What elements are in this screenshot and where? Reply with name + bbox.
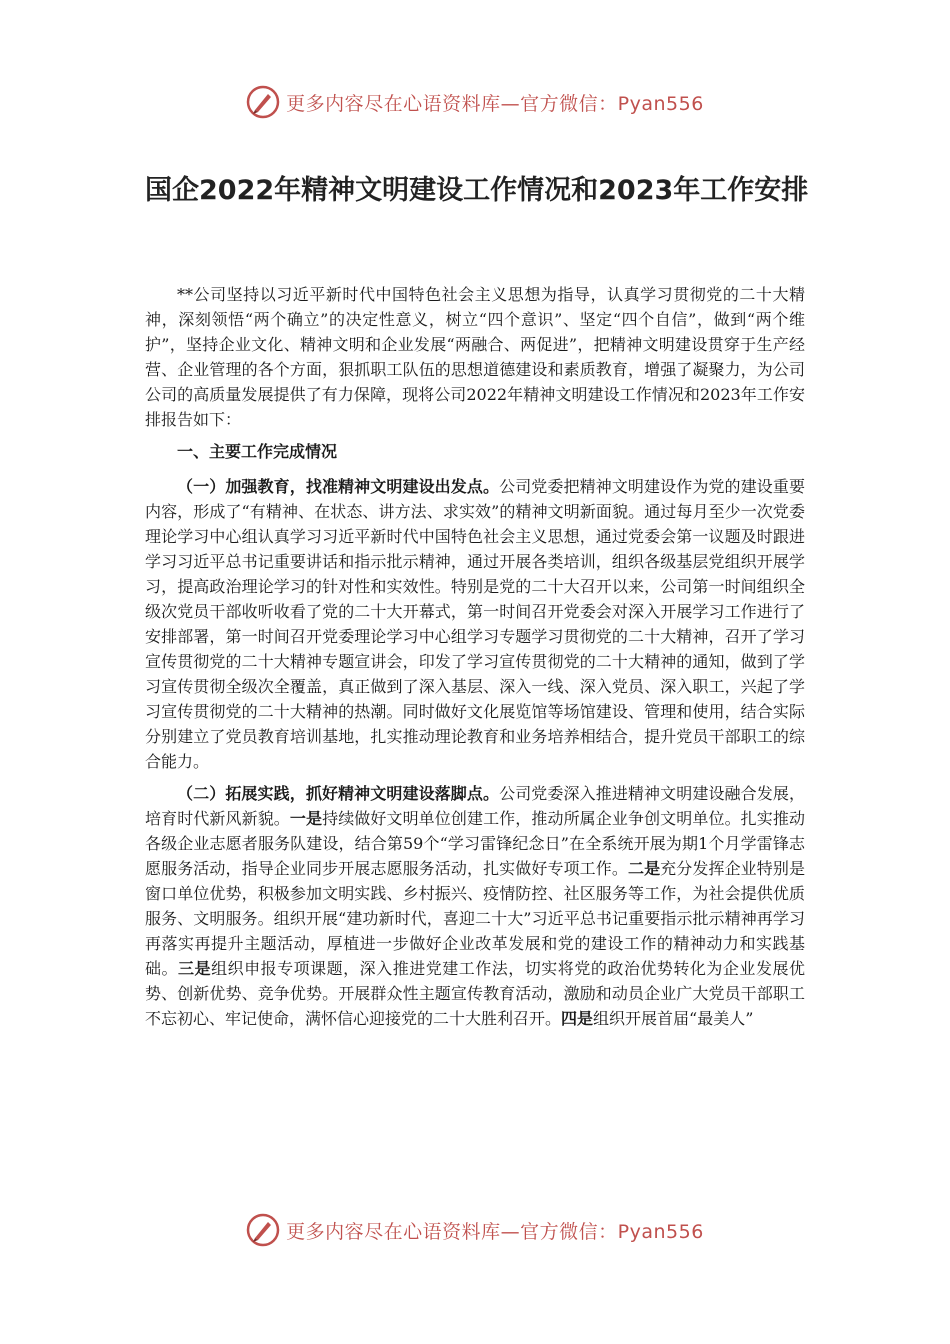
banner-text: 更多内容尽在心语资料库—官方微信：Pyan556 bbox=[286, 1220, 704, 1243]
item-marker: 四是 bbox=[561, 1009, 594, 1028]
header-watermark-banner bbox=[0, 82, 950, 122]
pen-logo-icon bbox=[246, 85, 280, 119]
paragraph-text: 充分发挥企业特别是窗口单位优势，积极参加文明实践、乡村振兴、疫情防控、社区服务等工作，为社会提供优质服务、文明服务。组织开展“建功新时代，喜迎二十大”习近平总书记重要指示批示精神再学习再落实再提升主题活动，厚植进一步做好企业改革发展和党的建设工作的精神动力和实践基础。 bbox=[145, 859, 805, 978]
pen-logo-icon bbox=[246, 1213, 280, 1247]
item-marker: 一是 bbox=[289, 809, 323, 828]
paragraph-practice bbox=[145, 781, 805, 1031]
banner-text: 更多内容尽在心语资料库—官方微信：Pyan556 bbox=[286, 92, 704, 115]
paragraph-text: 组织开展首届“最美人” bbox=[593, 1009, 754, 1028]
document-body bbox=[145, 282, 805, 1038]
footer-watermark-banner bbox=[0, 1210, 950, 1250]
paragraph-lead: （二）拓展实践，抓好精神文明建设落脚点。 bbox=[177, 784, 500, 803]
paragraph-text: 公司党委把精神文明建设作为党的建设重要内容，形成了“有精神、在状态、讲方法、求实效”的精神文明新面貌。通过每月至少一次党委理论学习中心组认真学习习近平新时代中国特色社会主义思想，通过党委会第一议题及时跟进学习习近平总书记重要讲话和指示批示精神，通过开展各类培训，组织各级基层党组织开展学习，提高政治理论学习的针对性和实效性。特别是党的二十大召开以来，公司第一时间组织全级次党员干部收听收看了党的二十大开幕式，第一时间召开党委会对深入开展学习工作进行了安排部署，第一时间召开党委理论学习中心组学习专题学习贯彻党的二十大精神，召开了学习宣传贯彻党的二十大精神专题宣讲会，印发了学习宣传贯彻党的二十大精神的通知，做到了学习宣传贯彻全级次全覆盖，真正做到了深入基层、深入一线、深入党员、深入职工，兴起了学习宣传贯彻党的二十大精神的热潮。同时做好文化展览馆等场馆建设、管理和使用，结合实际分别建立了党员教育培训基地，扎实推动理论教育和业务培养相结合，提升党员干部职工的综合能力。 bbox=[145, 477, 805, 771]
section-heading: 一、主要工作完成情况 bbox=[177, 442, 338, 461]
intro-paragraph: **公司坚持以习近平新时代中国特色社会主义思想为指导，认真学习贯彻党的二十大精神，深刻领悟“两个确立”的决定性意义，树立“四个意识”、坚定“四个自信”，做到“两个维护”，坚持企业文化、精神文明和企业发展“两融合、两促进”，把精神文明建设贯穿于生产经营、企业管理的各个方面，狠抓职工队伍的思想道德建设和素质教育，增强了凝聚力，为公司公司的高质量发展提供了有力保障，现将公司2022年精神文明建设工作情况和2023年工作安排报告如下： bbox=[145, 285, 805, 429]
paragraph-text: 组织申报专项课题，深入推进党建工作法，切实将党的政治优势转化为企业发展优势、创新优势、竞争优势。开展群众性主题宣传教育活动，激励和动员企业广大党员干部职工不忘初心、牢记使命，满怀信心迎接党的二十大胜利召开。 bbox=[145, 959, 805, 1028]
paragraph-education bbox=[145, 474, 805, 774]
document-title: 国企2022年精神文明建设工作情况和2023年工作安排 bbox=[145, 175, 809, 206]
paragraph-text: 公司党委深入推进精神文明建设融合发展，培育时代新风新貌。 bbox=[145, 784, 805, 828]
paragraph-lead: （一）加强教育，找准精神文明建设出发点。 bbox=[177, 477, 500, 496]
paragraph-text: 持续做好文明单位创建工作，推动所属企业争创文明单位。扎实推动各级企业志愿者服务队建设，结合第59个“学习雷锋纪念日”在全系统开展为期1个月学雷锋志愿服务活动，指导企业同步开展志愿服务活动，扎实做好专项工作。 bbox=[145, 809, 805, 878]
item-marker: 二是 bbox=[627, 859, 661, 878]
item-marker: 三是 bbox=[178, 959, 212, 978]
